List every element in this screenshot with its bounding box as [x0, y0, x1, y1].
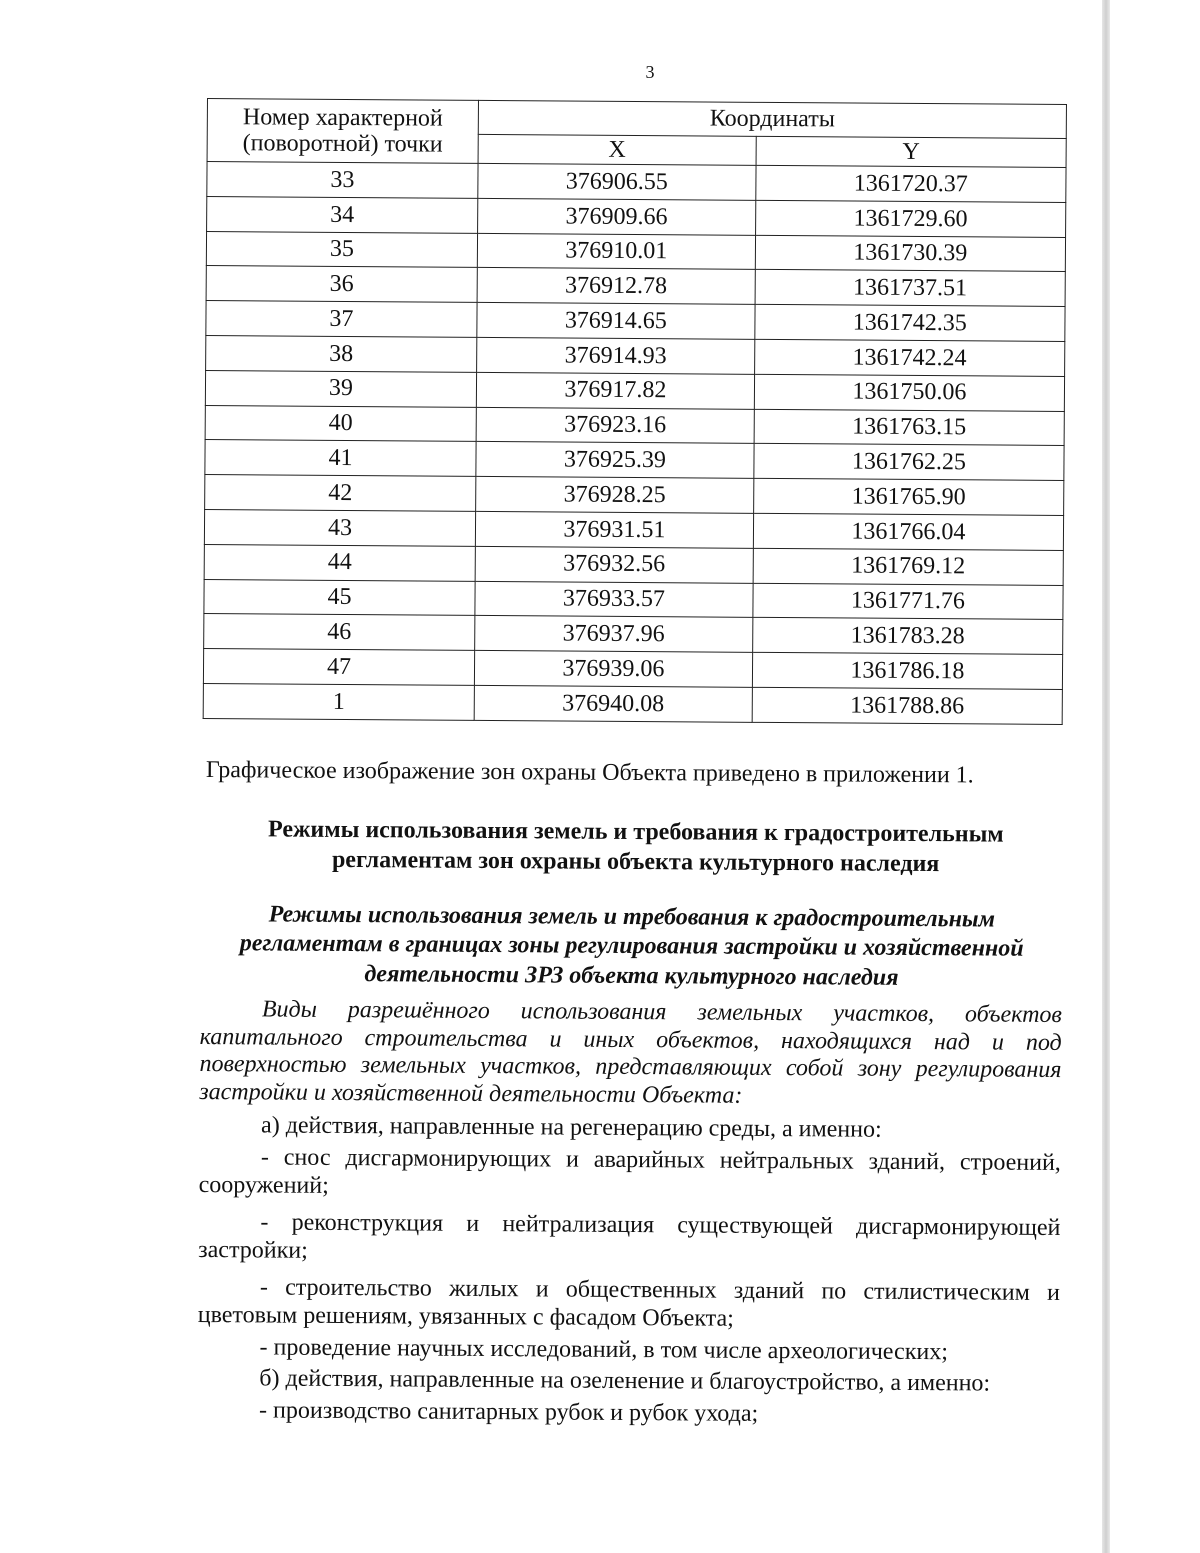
cell-point: 33: [207, 162, 478, 199]
table-row: [205, 405, 1064, 446]
cell-x: 376940.08: [474, 685, 752, 722]
table-row: [206, 301, 1065, 342]
cell-y: 1361771.76: [753, 583, 1063, 620]
cell-x: 376910.01: [477, 233, 755, 270]
cell-point: 42: [205, 475, 476, 512]
cell-x: 376912.78: [477, 268, 755, 305]
cell-y: 1361737.51: [755, 270, 1065, 307]
list-item: - проведение научных исследований, в том числе археологических;: [259, 1333, 949, 1365]
cell-x: 376914.65: [477, 303, 755, 340]
cell-point: 43: [204, 509, 475, 546]
cell-point: 34: [207, 196, 478, 233]
table-row: [205, 475, 1064, 516]
header-y: Y: [756, 136, 1066, 168]
coordinates-table: [203, 98, 1067, 725]
table-row: [204, 614, 1063, 655]
table-row: [203, 649, 1062, 690]
cell-point: 45: [204, 579, 475, 616]
cell-x: 376939.06: [474, 651, 752, 688]
cell-x: 376923.16: [476, 407, 754, 444]
cell-x: 376937.96: [475, 616, 753, 653]
subsection-heading: Режимы использования земель и требования к градостроительным регламентам в границах зоны регулирования застройки и хозяйственной деятельности ЗРЗ объекта культурного наследия: [239, 901, 1024, 991]
cell-y: 1361762.25: [754, 444, 1064, 481]
cell-point: 46: [204, 614, 475, 651]
cell-x: 376909.66: [478, 198, 756, 235]
cell-y: 1361783.28: [752, 618, 1062, 655]
cell-y: 1361769.12: [753, 548, 1063, 585]
cell-y: 1361763.15: [754, 409, 1064, 446]
cell-point: 44: [204, 544, 475, 581]
cell-x: 376925.39: [476, 442, 754, 479]
list-item: б) действия, направленные на озеленение и благоустройство, а именно:: [259, 1365, 991, 1397]
cell-point: 39: [205, 370, 476, 407]
list-item: а) действия, направленные на регенерацию среды, а именно:: [261, 1112, 882, 1144]
body-text: [197, 996, 1062, 1434]
header-coordinates: Координаты: [478, 100, 1066, 138]
table-row: [205, 440, 1064, 481]
cell-y: 1361786.18: [752, 652, 1062, 689]
header-point-number: Номер характерной (поворотной) точки: [207, 99, 478, 164]
cell-x: 376906.55: [478, 163, 756, 200]
cell-x: 376931.51: [475, 511, 753, 548]
cell-x: 376917.82: [476, 372, 754, 409]
header-x: X: [478, 134, 756, 165]
cell-y: 1361766.04: [753, 513, 1063, 550]
cell-y: 1361788.86: [752, 687, 1062, 724]
cell-y: 1361750.06: [754, 374, 1064, 411]
cell-x: 376914.93: [477, 337, 755, 374]
table-row: [206, 266, 1065, 307]
cell-y: 1361765.90: [753, 478, 1063, 515]
table-row: [204, 544, 1063, 585]
cell-x: 376932.56: [475, 546, 753, 583]
page-number: 3: [645, 62, 655, 82]
table-row: [206, 231, 1065, 272]
intro-paragraph: Виды разрешённого использования земельных участков, объектов капитального строительства и иных объектов, находящихся над и под поверхностью земельных участков, представляющих собой зону регулирования застройки и хозяйственной деятельности Объекта:: [199, 996, 1062, 1109]
table-row: [204, 509, 1063, 550]
list-item: - строительство жилых и общественных зданий по стилистическим и цветовым решениям, увязанных с фасадом Объекта;: [197, 1274, 1061, 1332]
cell-y: 1361720.37: [756, 165, 1066, 202]
list-item: - реконструкция и нейтрализация существующей дисгармонирующей застройки;: [198, 1209, 1061, 1264]
table-row: [204, 579, 1063, 620]
cell-point: 37: [206, 301, 477, 338]
table-row: [203, 683, 1062, 724]
cell-x: 376933.57: [475, 581, 753, 618]
cell-y: 1361730.39: [755, 235, 1065, 272]
table-row: [207, 162, 1066, 203]
cell-y: 1361729.60: [755, 200, 1065, 237]
cell-point: 36: [206, 266, 477, 303]
cell-y: 1361742.24: [754, 339, 1064, 376]
graphic-caption: Графическое изображение зон охраны Объекта приведено в приложении 1.: [205, 757, 974, 789]
section-heading: Режимы использования земель и требования к градостроительным регламентам зон охраны объекта культурного наследия: [267, 816, 1004, 878]
table-row: [205, 370, 1064, 411]
cell-point: 38: [206, 335, 477, 372]
cell-point: 41: [205, 440, 476, 477]
cell-point: 40: [205, 405, 476, 442]
table-row: [206, 335, 1065, 376]
cell-point: 35: [206, 231, 477, 268]
cell-y: 1361742.35: [755, 305, 1065, 342]
cell-x: 376928.25: [476, 477, 754, 514]
list-item: - снос дисгармонирующих и аварийных нейтральных зданий, строений, сооружений;: [198, 1144, 1061, 1199]
list-item: - производство санитарных рубок и рубок ухода;: [259, 1397, 759, 1427]
cell-point: 1: [203, 683, 474, 720]
table-row: [207, 196, 1066, 237]
scan-edge-shadow: [1102, 0, 1110, 1553]
cell-point: 47: [203, 649, 474, 686]
